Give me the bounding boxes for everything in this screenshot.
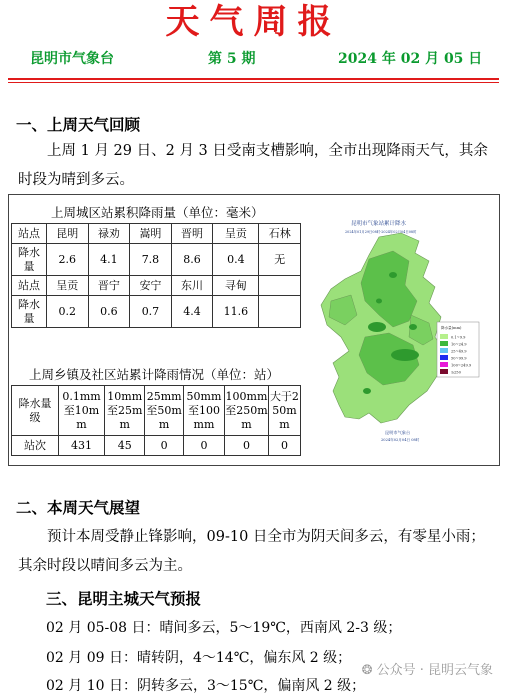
legend-swatch (440, 362, 448, 367)
rain-summary-box (8, 194, 500, 466)
table-cell: 10mm至25mm (105, 386, 145, 436)
table-cell: 0.7 (130, 296, 172, 328)
section1-paragraph: 上周 1 月 29 日、2 月 3 日受南支槽影响，全市出现降雨天气，其余时段为晴到多云。 (18, 143, 488, 188)
table-cell: 2.6 (47, 244, 89, 276)
map-heavy-rain-patch (389, 272, 397, 278)
table-cell: 11.6 (213, 296, 259, 328)
legend-label: 0.1~9.9 (451, 335, 466, 340)
table-cell: 431 (59, 436, 105, 456)
forecast-line: 02 月 05-08 日：晴间多云，5～19℃，西南风 2-3 级； (46, 620, 402, 636)
issuing-org: 昆明市气象台 (30, 51, 114, 67)
legend-label: ≥250 (451, 370, 461, 375)
legend-label: 10~24.9 (451, 342, 467, 347)
section2-paragraph: 预计本周受静止锋影响，09-10 日全市为阴天间多云，有零星小雨；其余时段以晴间多云为主。 (18, 529, 485, 574)
legend-swatch (440, 348, 448, 353)
legend-label: 25~49.9 (451, 349, 467, 354)
table-cell: 4.4 (171, 296, 213, 328)
table-cell: 0.6 (88, 296, 130, 328)
table-cell: 45 (105, 436, 145, 456)
issue-date: 2024 年 02 月 05 日 (338, 51, 483, 67)
table-cell: 4.1 (88, 244, 130, 276)
table-cell: 昆明 (47, 224, 89, 244)
table-cell: 50mm至100mm (183, 386, 224, 436)
table-cell: 晋明 (171, 224, 213, 244)
row-label-grade: 降水量级 (12, 386, 59, 436)
row-label-station: 站点 (12, 276, 47, 296)
section3-heading: 三、昆明主城天气预报 (46, 589, 202, 608)
legend-swatch (440, 369, 448, 374)
legend-swatch (440, 355, 448, 360)
table-cell: 禄劝 (88, 224, 130, 244)
forecast-line: 02 月 10 日：阴转多云，3～15℃，偏南风 2 级； (46, 678, 366, 694)
table-cell: 寻甸 (213, 276, 259, 296)
rain-table-caption: 上周城区站累积降雨量（单位：毫米） (51, 205, 264, 220)
table-cell: 呈贡 (47, 276, 89, 296)
table-cell: 0 (183, 436, 224, 456)
row-label-station: 站点 (12, 224, 47, 244)
header-divider (8, 78, 499, 80)
map-heavy-rain-patch (391, 349, 419, 361)
map-footer-time: 2024年02月04日 08时 (381, 438, 420, 442)
table-cell: 无 (259, 244, 301, 276)
forecast-line: 02 月 09 日：晴转阴，4～14℃，偏东风 2 级； (46, 650, 352, 666)
table-cell: 25mm至50mm (145, 386, 184, 436)
map-footer: 昆明市气象台 (385, 430, 411, 435)
map-subtitle: 2024年01月29日08时-2024年02月04日08时 (345, 230, 417, 234)
map-heavy-rain-patch (409, 324, 417, 330)
header-divider-thin (8, 82, 499, 83)
table-cell: 晋宁 (88, 276, 130, 296)
section2-heading: 二、本周天气展望 (16, 498, 141, 517)
table-cell (259, 276, 301, 296)
row-label-rain: 降水量 (12, 296, 47, 328)
table-cell: 0 (145, 436, 184, 456)
map-legend-title: 降水量(mm) (441, 326, 462, 330)
issue-number: 第 5 期 (208, 51, 256, 67)
table-cell: 0.4 (213, 244, 259, 276)
table-cell: 0.2 (47, 296, 89, 328)
legend-swatch (440, 341, 448, 346)
map-heavy-rain-patch (376, 299, 382, 304)
grade-table-caption: 上周乡镇及社区站累计降雨情况（单位：站） (29, 367, 280, 382)
table-cell: 100mm至250mm (225, 386, 269, 436)
table-cell: 0 (225, 436, 269, 456)
table-cell: 7.8 (130, 244, 172, 276)
table-cell: 安宁 (130, 276, 172, 296)
legend-label: 50~99.9 (451, 356, 467, 361)
table-cell: 嵩明 (130, 224, 172, 244)
table-cell: 大于250mm (268, 386, 300, 436)
table-cell (259, 296, 301, 328)
rainfall-map-graphic (309, 205, 489, 460)
wechat-watermark (362, 662, 493, 680)
watermark-text: 公众号 · 昆明云气象 (376, 663, 493, 678)
station-rain-table (11, 223, 301, 328)
section1-heading: 一、上周天气回顾 (16, 115, 141, 134)
table-cell: 0.1mm至10mm (59, 386, 105, 436)
row-label-count: 站次 (12, 436, 59, 456)
table-cell: 石林 (259, 224, 301, 244)
table-cell: 0 (268, 436, 300, 456)
legend-label: 100~249.9 (451, 363, 472, 368)
map-heavy-rain-patch (363, 388, 371, 394)
grade-count-table (11, 385, 301, 456)
wechat-icon: ❂ (361, 663, 377, 678)
row-label-rain: 降水量 (12, 244, 47, 276)
table-cell: 8.6 (171, 244, 213, 276)
legend-swatch (440, 334, 448, 339)
map-title: 昆明市气象站累计降水 (351, 221, 407, 227)
table-cell: 东川 (171, 276, 213, 296)
map-heavy-rain-patch (368, 322, 386, 332)
table-cell: 呈贡 (213, 224, 259, 244)
rainfall-map (309, 205, 489, 460)
report-title: 天气周报 (165, 2, 342, 42)
